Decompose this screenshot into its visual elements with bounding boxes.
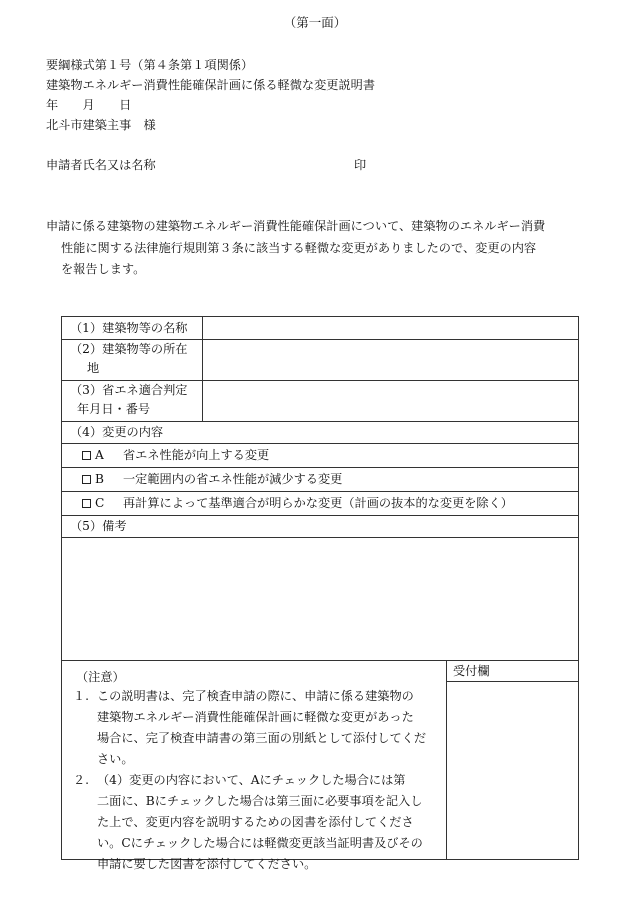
table-rule <box>62 515 578 516</box>
note-line: 建築物エネルギー消費性能確保計画に軽微な変更があった <box>97 710 414 724</box>
judgment-label <box>70 381 187 418</box>
notes-title: （注意） <box>76 670 125 684</box>
changes-label: （4）変更の内容 <box>70 425 164 439</box>
building-location-label <box>70 340 187 377</box>
note-line: 二面に、Bにチェックした場合は第三面に必要事項を記入し <box>97 794 423 808</box>
building-location-label-line: （2）建築物等の所在 <box>70 342 188 356</box>
option-text: 一定範囲内の省エネ性能が減少する変更 <box>123 472 343 486</box>
option-code: A <box>95 448 104 462</box>
table-rule <box>62 491 578 492</box>
checkbox-icon[interactable] <box>82 475 91 484</box>
judgment-label-line: 年月日・番号 <box>77 401 151 416</box>
option-code: C <box>95 496 105 510</box>
change-option-c[interactable] <box>82 497 513 509</box>
change-option-b[interactable] <box>82 473 342 485</box>
note-item <box>66 686 448 770</box>
checkbox-icon[interactable] <box>82 499 91 508</box>
table-rule <box>62 537 578 538</box>
addressee: 北斗市建築主事 様 <box>46 118 156 132</box>
table-rule <box>202 317 203 421</box>
note-line: い。Cにチェックした場合には軽微変更該当証明書及びその <box>97 836 423 850</box>
checkbox-icon[interactable] <box>82 451 91 460</box>
note-line: 申請に要した図書を添付してください。 <box>97 857 317 871</box>
statement-paragraph <box>46 216 596 281</box>
document-title: 建築物エネルギー消費性能確保計画に係る軽微な変更説明書 <box>46 78 376 92</box>
option-code: B <box>95 472 104 486</box>
form-id: 要綱様式第１号（第４条第１項関係） <box>46 58 254 72</box>
note-line: （4）変更の内容において、Aにチェックした場合には第 <box>97 773 406 787</box>
note-line: 場合に、完了検査申請書の第三面の別紙として添付してくだ <box>97 731 427 745</box>
option-text: 省エネ性能が向上する変更 <box>123 448 270 462</box>
change-report-table <box>61 316 579 871</box>
judgment-label-line: （3）省エネ適合判定 <box>70 383 188 397</box>
page-number: （第一面） <box>283 15 347 30</box>
note-line: さい。 <box>97 752 134 766</box>
table-rule <box>62 660 578 661</box>
reception-label: 受付欄 <box>453 664 490 678</box>
note-number: ２. <box>72 773 89 787</box>
date-line: 年 月 日 <box>46 98 132 112</box>
statement-line: 申請に係る建築物の建築物エネルギー消費性能確保計画について、建築物のエネルギー消費 <box>46 219 546 233</box>
option-text: 再計算によって基準適合が明らかな変更（計画の抜本的な変更を除く） <box>123 496 513 510</box>
change-option-a[interactable] <box>82 449 269 461</box>
building-name-label: （1）建築物等の名称 <box>70 321 188 335</box>
table-rule <box>62 443 578 444</box>
note-line: この説明書は、完了検査申請の際に、申請に係る建築物の <box>97 689 414 703</box>
table-rule <box>62 467 578 468</box>
building-location-label-line: 地 <box>87 360 100 375</box>
notes-section <box>66 669 448 875</box>
seal-mark: 印 <box>354 158 367 172</box>
statement-line: 性能に関する法律施行規則第３条に該当する軽微な変更がありましたので、変更の内容 <box>61 240 537 255</box>
note-item <box>66 770 448 875</box>
note-line: た上で、変更内容を説明するための図書を添付してくださ <box>97 815 414 829</box>
applicant-label: 申請者氏名又は名称 <box>46 158 156 172</box>
note-number: １. <box>72 689 89 703</box>
statement-line: を報告します。 <box>61 262 146 276</box>
remarks-label: （5）備考 <box>70 519 127 533</box>
table-rule <box>446 681 578 682</box>
table-rule <box>62 421 578 422</box>
